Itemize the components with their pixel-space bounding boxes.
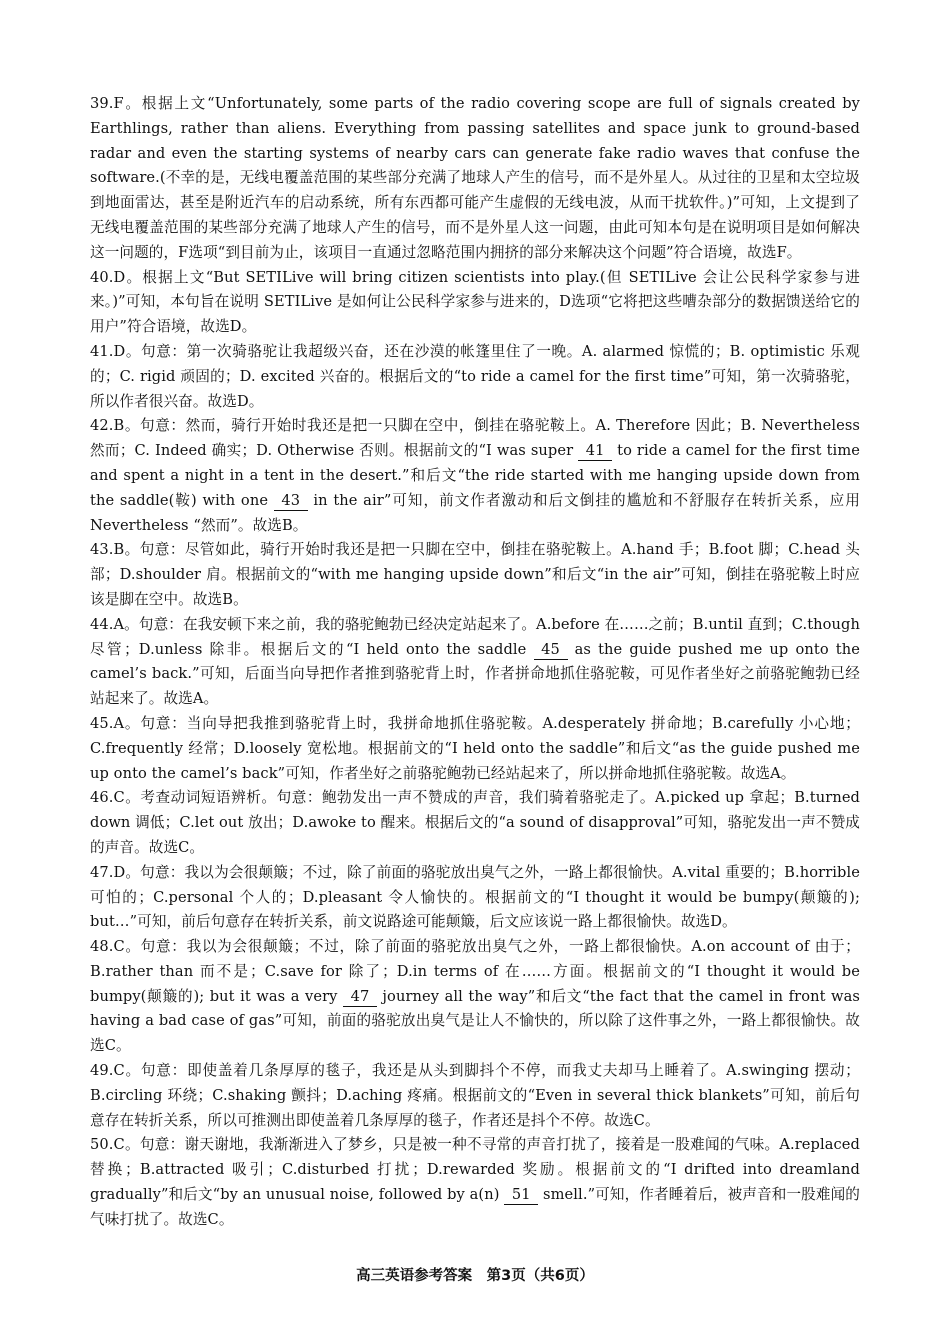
answer-42-text-b: to ride a camel for the first time and spent a night in a tent in the desert.”和后文“the ride started with me hanging upside down from the saddle(鞍) with one bbox=[90, 442, 860, 509]
answer-48 bbox=[90, 935, 860, 1059]
answer-42-text-a: 42.B。句意：然而，骑行开始时我还是把一只脚在空中，倒挂在骆驼鞍上。A. Therefore 因此；B. Nevertheless 然而；C. Indeed 确实；D. Otherwise 否则。根据前文的“I was super bbox=[90, 417, 860, 460]
answer-48-text-b: journey all the way”和后文“the fact that the camel in front was having a bad case of gas”可知，前面的骆驼放出臭气是让人不愉快的，所以除了这件事之外，一路上都很愉快。故选C。 bbox=[90, 987, 860, 1055]
blank-47: 47 bbox=[343, 988, 377, 1007]
blank-43: 43 bbox=[274, 492, 308, 511]
answer-42-text-c: in the air”可知，前文作者激动和后文倒挂的尴尬和不舒服存在转折关系，应用 Nevertheless “然而”。故选B。 bbox=[90, 491, 860, 534]
answer-key-body bbox=[90, 92, 860, 1233]
answer-39: 39.F。根据上文“Unfortunately, some parts of the radio covering scope are full of signals created by Earthlings, rather than aliens. Everything from passing satellites and space junk to ground-based radar and even the starting systems of nearby cars can generate fake radio waves that confuse the software.(不幸的是，无线电覆盖范围的某些部分充满了地球人产生的信号，而不是外星人。从过往的卫星和太空垃圾到地面雷达，甚至是附近汽车的启动系统，所有东西都可能产生虚假的无线电波，从而干扰软件。)”可知，上文提到了无线电覆盖范围的某些部分充满了地球人产生的信号，而不是外星人这一问题，由此可知本句是在说明项目是如何解决这一问题的，F选项“到目前为止，该项目一直通过忽略范围内拥挤的部分来解决这个问题”符合语境，故选F。 bbox=[90, 95, 860, 261]
answer-50-text-b: smell.”可知，作者睡着后，被声音和一股难闻的气味打扰了。故选C。 bbox=[90, 1186, 860, 1228]
blank-45: 45 bbox=[534, 641, 568, 660]
answer-47: 47.D。句意：我以为会很颠簸；不过，除了前面的骆驼放出臭气之外，一路上都很愉快。A.vital 重要的；B.horrible 可怕的；C.personal 个人的；D.pleasant 令人愉快的。根据前文的“I thought it would be bumpy(颠簸的); but…”可知，前后句意存在转折关系，前文说路途可能颠簸，后文应该说一路上都很愉快。故选D。 bbox=[90, 863, 860, 931]
blank-51: 51 bbox=[504, 1186, 538, 1205]
answer-46: 46.C。考查动词短语辨析。句意：鲍勃发出一声不赞成的声音，我们骑着骆驼走了。A.picked up 拿起；B.turned down 调低；C.let out 放出；D.awoke to 醒来。根据后文的“a sound of disapproval”可知，骆驼发出一声不赞成的声音。故选C。 bbox=[90, 789, 860, 856]
answer-48-text-a: 48.C。句意：我以为会很颠簸；不过，除了前面的骆驼放出臭气之外，一路上都很愉快。A.on account of 由于；B.rather than 而不是；C.save for 除了；D.in terms of 在……方面。根据前文的“I thought it would be bumpy(颠簸的); but it was a very bbox=[90, 938, 860, 1005]
answer-44 bbox=[90, 613, 860, 712]
answer-40: 40.D。根据上文“But SETILive will bring citizen scientists into play.(但 SETILive 会让公民科学家参与进来。)”可知，本句旨在说明 SETILive 是如何让公民科学家参与进来的，D选项“它将把这些嘈杂部分的数据馈送给它的用户”符合语境，故选D。 bbox=[90, 268, 860, 336]
answer-43: 43.B。句意：尽管如此，骑行开始时我还是把一只脚在空中，倒挂在骆驼鞍上。A.hand 手；B.foot 脚；C.head 头部；D.shoulder 肩。根据前文的“with me hanging upside down”和后文“in the air”可知，倒挂在骆驼鞍上时应该是脚在空中。故选B。 bbox=[90, 541, 860, 608]
page-footer: 高三英语参考答案 第3页（共6页） bbox=[356, 1268, 594, 1284]
answer-50-text-a: 50.C。句意：谢天谢地，我渐渐进入了梦乡，只是被一种不寻常的声音打扰了，接着是一股难闻的气味。A.replaced 替换；B.attracted 吸引；C.disturbed 打扰；D.rewarded 奖励。根据前文的“I drifted into dreamland gradually”和后文“by an unusual noise, followed by a(n) bbox=[90, 1136, 860, 1204]
answer-44-text-b: as the guide pushed me up onto the camel’s back.”可知，后面当向导把作者推到骆驼背上时，作者拼命地抓住骆驼鞍，可见作者坐好之前骆驼鲍勃已经站起来了。故选A。 bbox=[90, 640, 860, 708]
answer-50 bbox=[90, 1133, 860, 1232]
answer-45: 45.A。句意：当向导把我推到骆驼背上时，我拼命地抓住骆驼鞍。A.desperately 拼命地；B.carefully 小心地；C.frequently 经常；D.loosely 宽松地。根据前文的“I held onto the saddle”和后文“as the guide pushed me up onto the camel’s back”可知，作者坐好之前骆驼鲍勃已经站起来了，所以拼命地抓住骆驼鞍。故选A。 bbox=[90, 714, 860, 782]
answer-49: 49.C。句意：即使盖着几条厚厚的毯子，我还是从头到脚抖个不停，而我丈夫却马上睡着了。A.swinging 摆动；B.circling 环绕；C.shaking 颤抖；D.aching 疼痛。根据前文的“Even in several thick blankets”可知，前后句意存在转折关系，所以可推测出即使盖着几条厚厚的毯子，作者还是抖个不停。故选C。 bbox=[90, 1062, 860, 1129]
answer-41: 41.D。句意：第一次骑骆驼让我超级兴奋，还在沙漠的帐篷里住了一晚。A. alarmed 惊慌的；B. optimistic 乐观的；C. rigid 顽固的；D. excited 兴奋的。根据后文的“to ride a camel for the first time”可知，第一次骑骆驼，所以作者很兴奋。故选D。 bbox=[90, 342, 860, 410]
answer-42 bbox=[90, 414, 860, 538]
blank-41: 41 bbox=[578, 442, 612, 461]
answer-44-text-a: 44.A。句意：在我安顿下来之前，我的骆驼鲍勃已经决定站起来了。A.before 在……之前；B.until 直到；C.though 尽管；D.unless 除非。根据后文的“I held onto the saddle bbox=[90, 615, 860, 658]
